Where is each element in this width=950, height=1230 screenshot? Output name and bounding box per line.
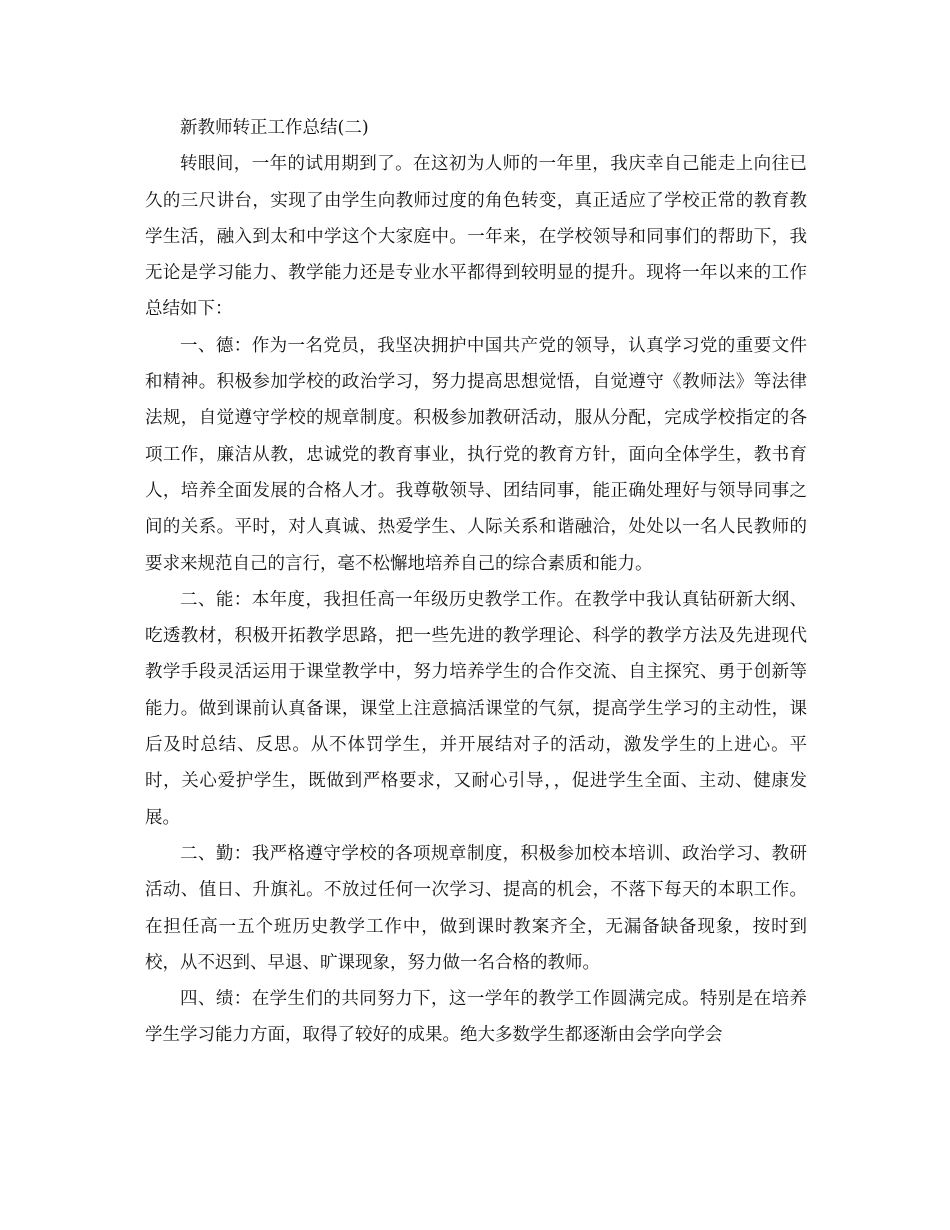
paragraph-diligence: 二、勤：我严格遵守学校的各项规章制度，积极参加校本培训、政治学习、教研活动、值日、升旗礼。不放过任何一次学习、提高的机会，不落下每天的本职工作。在担任高一五个班历史教学工作中，做到课时教案齐全，无漏备缺备现象，按时到校，从不迟到、早退、旷课现象，努力做一名合格的教师。 <box>145 843 807 973</box>
document-title: 新教师转正工作总结(二) <box>180 118 369 138</box>
document-page <box>145 110 807 1054</box>
paragraph-ability: 二、能：本年度，我担任高一年级历史教学工作。在教学中我认真钻研新大纲、吃透教材，积极开拓教学思路，把一些先进的教学理论、科学的教学方法及先进现代教学手段灵活运用于课堂教学中，努力培养学生的合作交流、自主探究、勇于创新等能力。做到课前认真备课，课堂上注意搞活课堂的气氛，提高学生学习的主动性，课后及时总结、反思。从不体罚学生，并开展结对子的活动，激发学生的上进心。平时，关心爱护学生，既做到严格要求，又耐心引导，，促进学生全面、主动、健康发展。 <box>145 589 807 828</box>
paragraph-morality: 一、德：作为一名党员，我坚决拥护中国共产党的领导，认真学习党的重要文件和精神。积极参加学校的政治学习，努力提高思想觉悟，自觉遵守《教师法》等法律法规，自觉遵守学校的规章制度。积极参加教研活动，服从分配，完成学校指定的各项工作，廉洁从教，忠诚党的教育事业，执行党的教育方针，面向全体学生，教书育人，培养全面发展的合格人才。我尊敬领导、团结同事，能正确处理好与领导同事之间的关系。平时，对人真诚、热爱学生、人际关系和谐融洽，处处以一名人民教师的要求来规范自己的言行，毫不松懈地培养自己的综合素质和能力。 <box>145 335 807 574</box>
paragraph-intro: 转眼间，一年的试用期到了。在这初为人师的一年里，我庆幸自己能走上向往已久的三尺讲台，实现了由学生向教师过度的角色转变，真正适应了学校正常的教育教学生活，融入到太和中学这个大家庭中。一年来，在学校领导和同事们的帮助下，我无论是学习能力、教学能力还是专业水平都得到较明显的提升。现将一年以来的工作总结如下： <box>145 154 807 320</box>
paragraph-achievement: 四、绩：在学生们的共同努力下，这一学年的教学工作圆满完成。特别是在培养学生学习能力方面，取得了较好的成果。绝大多数学生都逐渐由会学向学会 <box>145 989 807 1046</box>
